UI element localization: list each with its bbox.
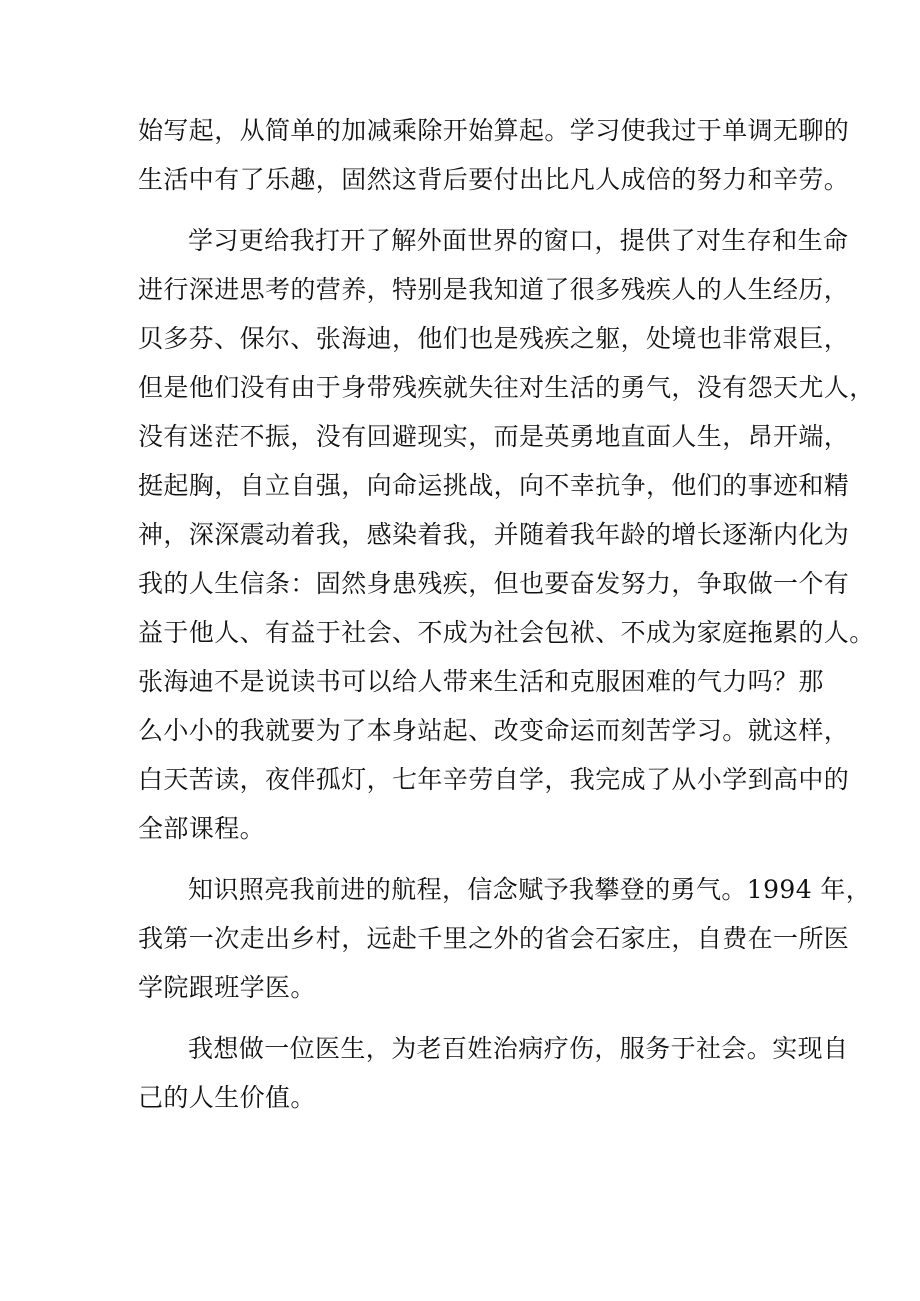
text-line: 学习更给我打开了解外面世界的窗口，提供了对生存和生命 [188, 226, 849, 255]
document-page [138, 106, 875, 1134]
text-line: 学院跟班学医。 [138, 973, 316, 1002]
text-line: 生活中有了乐趣，固然这背后要付出比凡人成倍的努力和辛劳。 [138, 165, 850, 194]
paragraph-3 [138, 865, 872, 1012]
text-line: 益于他人、有益于社会、不成为社会包袱、不成为家庭拖累的人。 [138, 618, 875, 647]
text-line: 神，深深震动着我，感染着我，并随着我年龄的增长逐渐内化为 [138, 520, 850, 549]
text-line: 知识照亮我前进的航程，信念赋予我攀登的勇气。1994 年， [188, 875, 872, 904]
text-line: 么小小的我就要为了本身站起、改变命运而刻苦学习。就这样， [138, 716, 850, 745]
text-line: 己的人生价值。 [138, 1083, 316, 1112]
text-line: 没有迷茫不振，没有回避现实，而是英勇地直面人生，昂开端， [138, 422, 850, 451]
text-line: 始写起，从简单的加减乘除开始算起。学习使我过于单调无聊的 [138, 116, 850, 145]
text-line: 贝多芬、保尔、张海迪，他们也是残疾之躯，处境也非常艰巨， [138, 324, 850, 353]
text-line: 全部课程。 [138, 814, 266, 843]
text-line: 我第一次走出乡村，远赴千里之外的省会石家庄，自费在一所医 [138, 924, 850, 953]
text-line: 我的人生信条：固然身患残疾，但也要奋发努力，争取做一个有 [138, 569, 850, 598]
text-line: 我想做一位医生，为老百姓治病疗伤，服务于社会。实现自 [188, 1034, 849, 1063]
text-line: 但是他们没有由于身带残疾就失往对生活的勇气，没有怨天尤人， [138, 373, 875, 402]
text-line: 挺起胸，自立自强，向命运挑战，向不幸抗争，他们的事迹和精 [138, 471, 850, 500]
paragraph-1 [138, 106, 850, 204]
text-line: 白天苦读，夜伴孤灯，七年辛劳自学，我完成了从小学到高中的 [138, 765, 850, 794]
text-line: 进行深进思考的营养，特别是我知道了很多残疾人的人生经历， [138, 275, 850, 304]
paragraph-4 [138, 1024, 849, 1122]
text-line: 张海迪不是说读书可以给人带来生活和克服困难的气力吗？那 [138, 667, 824, 696]
paragraph-2 [138, 216, 875, 853]
